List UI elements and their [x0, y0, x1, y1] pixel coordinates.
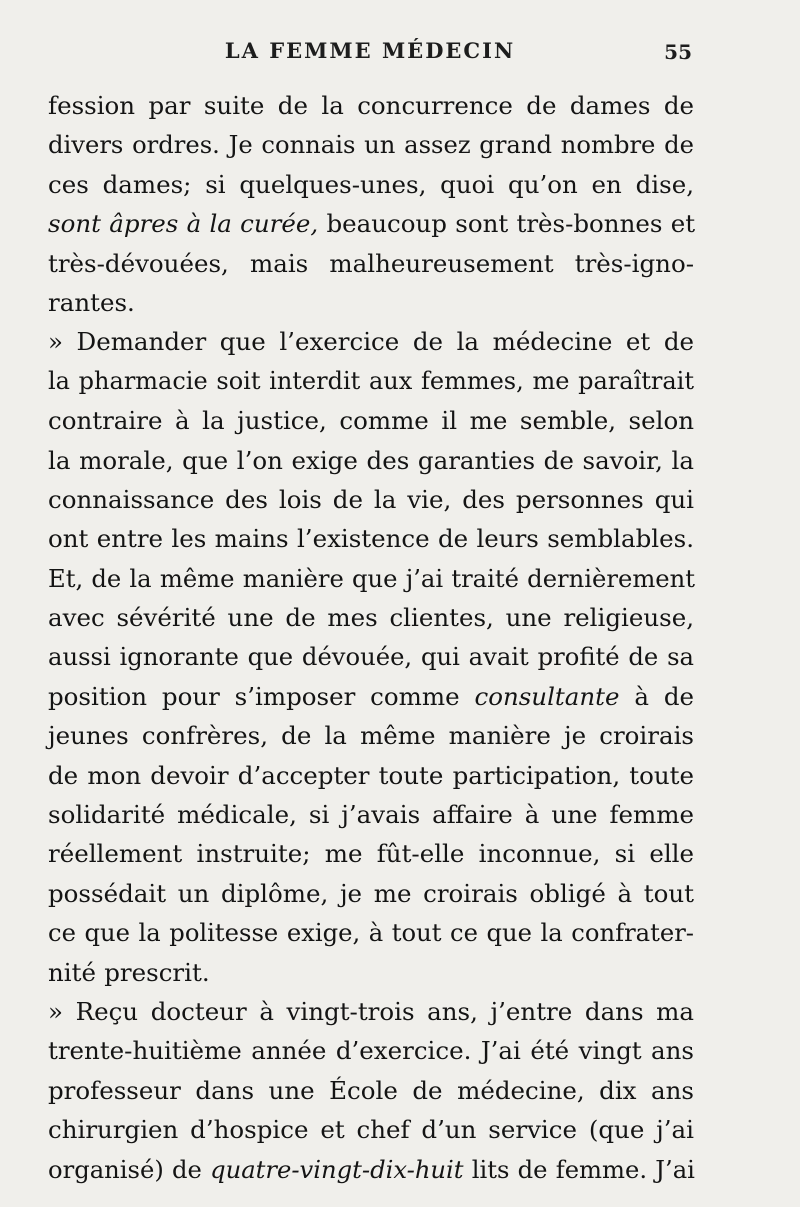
text-line: ces dames; si quelques-unes, quoi qu’on en dise, [48, 169, 694, 199]
text-line [48, 1150, 694, 1189]
line-segment: organisé) de [48, 1154, 211, 1184]
italic-phrase: sont âpres à la curée, [48, 209, 319, 239]
text-line: rantes. [48, 287, 135, 317]
body-text [48, 86, 694, 1189]
text-line: chirurgien d’hospice et chef d’un service (que j’ai [48, 1115, 694, 1145]
text-line [48, 677, 694, 716]
text-line: la morale, que l’on exige des garanties de savoir, la [48, 445, 694, 475]
text-line: fession par suite de la concurrence de dames de [48, 91, 694, 120]
line-segment: beaucoup sont très-bonnes et [318, 209, 696, 239]
page-header [48, 38, 692, 78]
text-line [48, 204, 694, 243]
text-line: la pharmacie soit interdit aux femmes, me paraîtrait [48, 366, 694, 395]
line-segment: lits de femme. J’ai [463, 1154, 695, 1184]
text-line: professeur dans une École de médecine, dix ans [48, 1075, 694, 1105]
text-line: aussi ignorante que dévouée, qui avait profité de sa [48, 642, 694, 672]
text-line: possédait un diplôme, je me croirais obligé à tout [48, 878, 694, 908]
italic-phrase: consultante [474, 681, 620, 711]
page-number: 55 [664, 40, 692, 64]
text-line: connaissance des lois de la vie, des personnes qui [48, 484, 694, 514]
italic-phrase: quatre-vingt-dix-huit [210, 1154, 464, 1184]
text-line: jeunes confrères, de la même manière je croirais [48, 721, 694, 751]
text-line: ont entre les mains l’existence de leurs semblables. [48, 524, 694, 554]
line-segment: à de [619, 681, 694, 711]
running-title: LA FEMME MÉDECIN [224, 38, 516, 63]
text-line: réellement instruite; me fût-elle inconnue, si elle [48, 839, 694, 869]
text-line: nité prescrit. [48, 957, 210, 987]
text-line: » Demander que l’exercice de la médecine et de [48, 327, 694, 357]
text-line: ce que la politesse exige, à tout ce que la confrater- [48, 918, 694, 948]
text-line: de mon devoir d’accepter toute participation, toute [48, 760, 694, 790]
text-line: avec sévérité une de mes clientes, une religieuse, [48, 603, 694, 633]
text-line: » Reçu docteur à vingt-trois ans, j’entre dans ma [48, 996, 694, 1026]
text-line: solidarité médicale, si j’avais affaire à une femme [48, 800, 694, 830]
line-segment: position pour s’imposer comme [48, 681, 475, 711]
text-line: divers ordres. Je connais un assez grand nombre de [48, 130, 694, 160]
text-line: trente-huitième année d’exercice. J’ai été vingt ans [48, 1036, 694, 1066]
text-line: Et, de la même manière que j’ai traité dernièrement [48, 563, 696, 593]
text-line: très-dévouées, mais malheureusement très-igno- [48, 248, 694, 278]
text-line: contraire à la justice, comme il me semble, selon [48, 406, 694, 436]
